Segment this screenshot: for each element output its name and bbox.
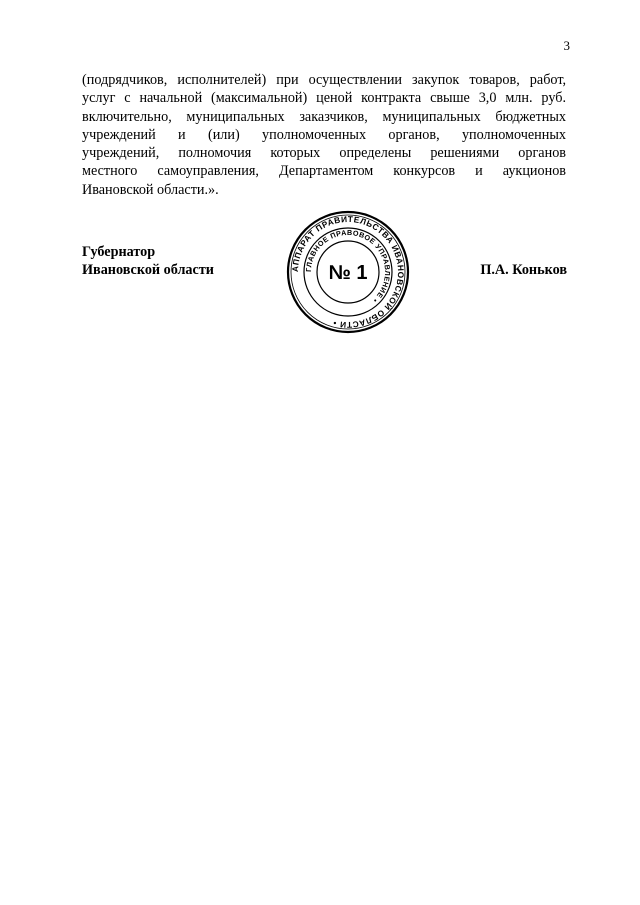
body-line: (подрядчиков, исполнителей) при осуществлении закупок товаров, работ, [82,72,566,88]
signatory-title [82,243,214,279]
seal-inner-text: ГЛАВНОЕ ПРАВОВОЕ УПРАВЛЕНИЕ • [303,227,393,306]
page-number: 3 [563,38,570,53]
seal-center-text: № 1 [328,262,368,284]
seal-graphic [286,210,410,334]
body-line: Ивановской области.». [82,181,219,198]
body-line: включительно, муниципальных заказчиков, муниципальных бюджетных [82,108,566,125]
body-line: местного самоуправления, Департаментом конкурсов и аукционов [82,163,566,180]
body-line: учреждений и (или) уполномоченных органов, уполномоченных [82,126,566,143]
signatory-title-line: Ивановской области [82,262,214,278]
signatory-name: П.А. Коньков [480,262,567,278]
body-line: услуг с начальной (максимальной) ценой контракта свыше 3,0 млн. руб. [82,90,566,107]
official-seal [286,210,410,334]
document-body-text [82,71,566,199]
seal-outer-text: АППАРАТ ПРАВИТЕЛЬСТВА ИВАНОВСКОЙ ОБЛАСТИ • [289,213,407,331]
body-line: учреждений, полномочия которых определены решениями органов [82,145,566,162]
signatory-title-line: Губернатор [82,244,156,260]
